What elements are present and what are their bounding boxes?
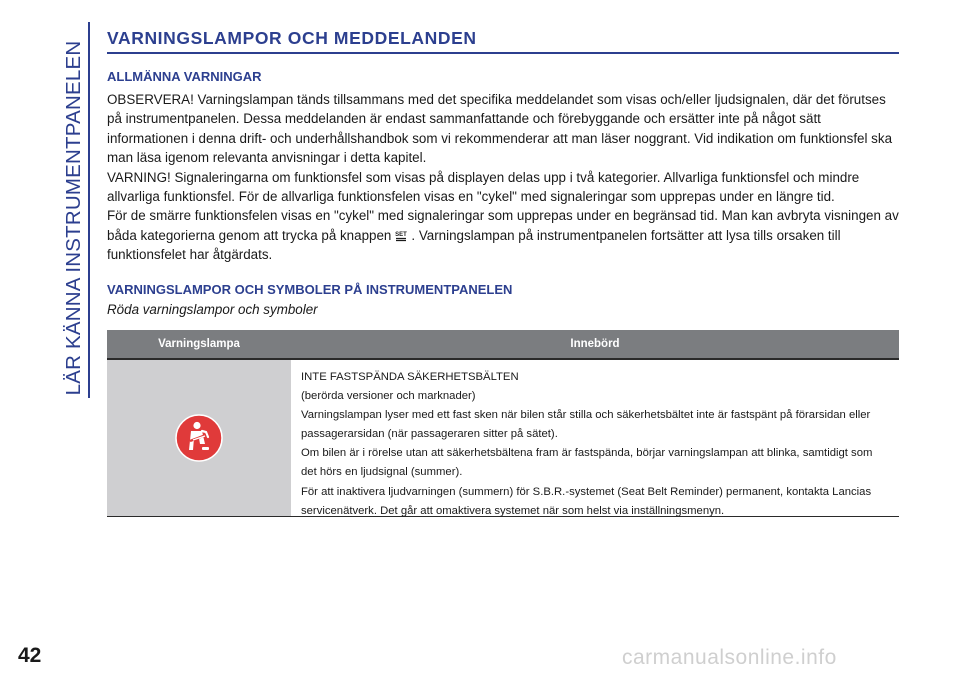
set-button-icon-label: SET [395,231,408,238]
meaning-line: (berörda versioner och marknader) [301,390,476,403]
lamps-heading: VARNINGSLAMPOR OCH SYMBOLER PÅ INSTRUMENTPANELEN [107,281,513,297]
general-paragraph-2: VARNING! Signaleringarna om funktionsfel som visas på displayen delas upp i två kategorier. Allvarliga funktionsfel och mindre allvarliga funktionsfel. För de allvarliga funktionsfelen visas en "cykel" med signaleringar som upprepas under en längre tid. [107,169,860,205]
paragraph-3-after: . Varningslampan på instrumentpanelen fortsätter att lysa tills orsaken till funktionsfelet har åtgärdats. [107,227,841,263]
meaning-line: För att inaktivera ljudvarningen (summern) för S.B.R.-systemet (Seat Belt Reminder) permanent, kontakta Lancias servicenätverk. Det går att omaktivera systemet när som helst via inställningsmenyn. [301,485,872,517]
table-row [107,358,899,517]
watermark: carmanualsonline.info [622,646,837,669]
main-content [107,28,899,317]
lamp-cell [107,360,291,516]
table-header [107,330,899,358]
general-paragraph-1: OBSERVERA! Varningslampan tänds tillsammans med det specifika meddelandet som visas och/eller ljudsignalen, där det förutses på instrumentpanelen. Dessa meddelanden är endast sammanfattande och förebyggande och ersätter inte på något sätt informationen i denna drift- och underhållshandbok som vi rekommenderar att man läser noggrant. Vid indikation om funktionsfel ska man läsa igenom relevanta anvisningar i detta kapitel. [107,92,893,166]
meaning-line: Varningslampan lyser med ett fast sken när bilen står stilla och säkerhetsbältet inte är fastspänt på förarsidan eller passagerarsidan (när passageraren sitter på sätet). [301,409,871,441]
section-title: VARNINGSLAMPOR OCH MEDDELANDEN [107,28,477,48]
title-rule [107,52,899,54]
page-number: 42 [18,644,42,667]
lamps-caption: Röda varningslampor och symboler [107,301,318,317]
meaning-line: Om bilen är i rörelse utan att säkerhetsbältena fram är fastspända, börjar varningslampan att blinka, samtidigt som det hörs en ljudsignal (summer). [301,447,873,479]
header-warning-lamp: Varningslampa [158,338,240,350]
general-warnings-heading: ALLMÄNNA VARNINGAR [107,69,262,84]
general-paragraph-3 [107,206,899,264]
meaning-cell [291,360,899,516]
side-rule [88,22,90,398]
side-tab-label: LÄR KÄNNA INSTRUMENTPANELEN [62,40,85,396]
paragraph-3-before: För de smärre funktionsfelen visas en "cykel" med signaleringar som upprepas under en begränsad tid. Man kan avbryta visningen av båda kategorierna genom att trycka på knappen [107,208,899,243]
meaning-line: INTE FASTSPÄNDA SÄKERHETSBÄLTEN [301,371,519,383]
set-button-icon [393,230,409,243]
header-meaning: Innebörd [570,338,620,350]
seatbelt-warning-icon [175,414,223,462]
warning-lamps-table [107,330,899,517]
